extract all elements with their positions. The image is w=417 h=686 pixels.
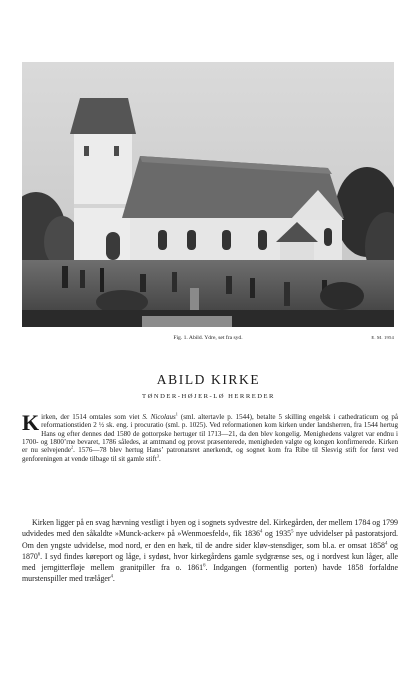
body-text: og 1935 [262, 529, 292, 539]
page-title: ABILD KIRKE [156, 372, 261, 387]
intro-text-d: . [158, 454, 161, 463]
saint-name: S. Nicolaus [142, 413, 176, 421]
body-paragraph [22, 517, 398, 585]
caption-text: Fig. 1. Abild. Ydre, set fra syd. [173, 335, 243, 341]
footnote-ref: 2 [71, 445, 74, 451]
page-subtitle: TØNDER-HØJER-LØ HERREDER [142, 393, 275, 400]
footnote-ref: 4 [385, 540, 388, 546]
footnote-ref: 6 [203, 563, 206, 569]
body-text: . Indgangen (formentlig porten) havde 1858 forfaldne murstenspiller med trælåger [22, 563, 399, 584]
footnote-ref: 3 [156, 453, 159, 459]
footnote-ref: 4 [260, 529, 263, 535]
photo-credit: E. M. 1954 [371, 335, 394, 340]
body-text: . I syd findes køreport og låge, i sydøst, hvor kirkegårdens gamle sydgrænse ses, og i nordvest kun låger, alle med jerngitterfløje mellem granitpiller fra o. 1861 [22, 551, 398, 572]
church-photograph [22, 62, 394, 327]
footnote-ref: 1 [175, 411, 178, 417]
intro-text-c: . 1576—78 blev hertug Hans’ patronatsret anerkendt, og sognet kom fra Ribe til Slesvig stift for først ved genforeningen at vende tilbage til sit gamle stift [22, 446, 398, 463]
body-text: . [112, 574, 115, 584]
intro-text-b: (sml. altertavle p. 1544), betalte 5 skilling engelsk i cathedraticum og på reformationstiden 2 ½ sk. eng. i procuratio (sml. p. 1025). Ved reformationen kom kirken under landsherren, fra 1544 hertug Hans og efter dennes død 1580 de gottorpske hertuger til 1713—21, da den blev kongelig. Menighedens valgret var endnu i 1700- og 1800’rne bevaret, 1786 således, at amtmand og provst præsenterede, menigheden valgte og kongen konfirmerede. Kirken er nu selvejende [22, 413, 399, 455]
footnote-ref: 5 [291, 529, 294, 535]
body-text: Kirken ligger på en svag hævning vestligt i byen og i sognets sydvestre del. Kirkegården, der mellem 1784 og 1799 udvidedes med den såkaldte »Munck-acker« på »Wenmoesfeld«, fik 1836 [22, 518, 398, 539]
body-text: nye udvidelser på pastoratsjord. Om den yngste udvidelse, mod nord, er den en hæk, til de andre sider kløv-stensdiger, som bl.a. er omsat 1858 [22, 529, 398, 550]
footnote-ref: 4 [110, 574, 113, 580]
body-text: og 1870 [22, 540, 398, 561]
drop-cap: K [22, 410, 40, 435]
footnote-ref: 6 [37, 552, 41, 558]
intro-paragraph [22, 410, 399, 463]
figure-caption [22, 333, 394, 343]
intro-text-a: irken, der 1514 omtales som viet [41, 413, 143, 421]
